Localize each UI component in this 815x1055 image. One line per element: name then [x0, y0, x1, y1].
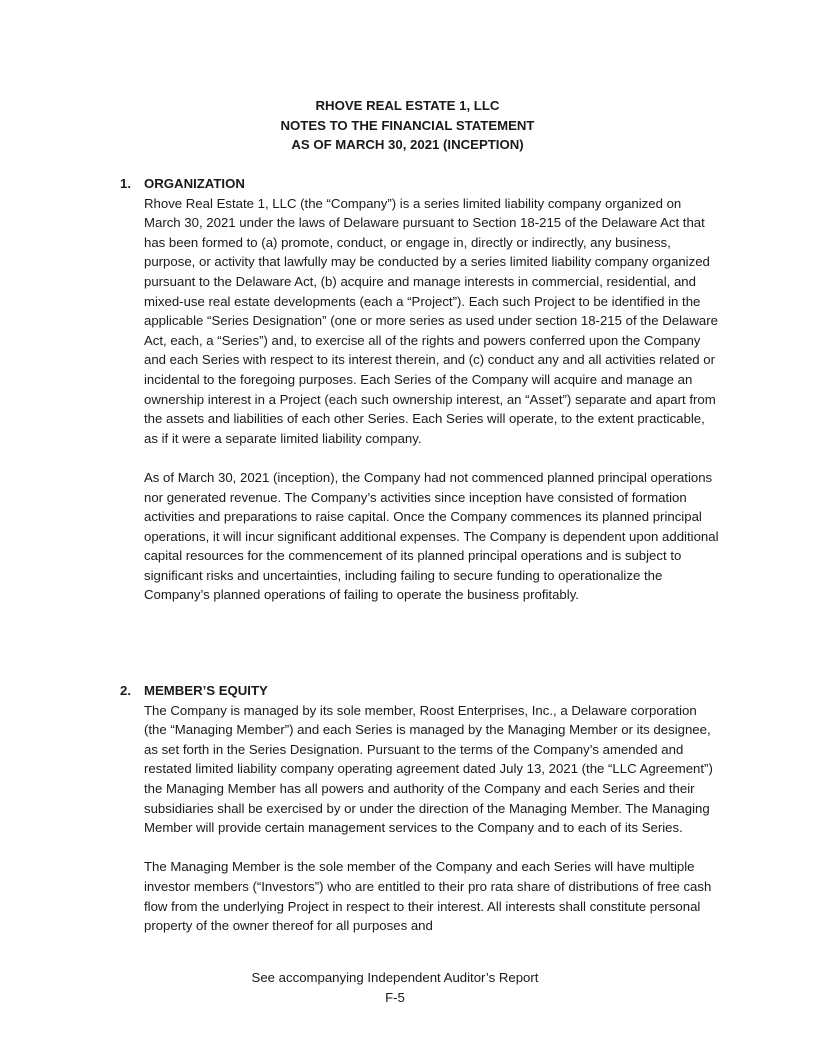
page-footer: [0, 968, 790, 1007]
company-name: RHOVE REAL ESTATE 1, LLC: [315, 98, 500, 113]
section-heading: [120, 174, 720, 194]
statement-date: AS OF MARCH 30, 2021 (INCEPTION): [291, 137, 524, 152]
section-organization: [120, 174, 720, 605]
section-title: ORGANIZATION: [144, 176, 245, 191]
section-number: 2.: [120, 683, 131, 698]
paragraph: The Managing Member is the sole member of the Company and each Series will have multiple investor members (“Investors”) who are entitled to their pro rata share of distributions of free cash flow from the underlying Project in respect to their interest. All interests shall constitute personal property of the owner thereof for all purposes and: [144, 859, 712, 934]
section-number: 1.: [120, 176, 131, 191]
section-members-equity: [120, 681, 720, 936]
section-heading: [120, 681, 720, 701]
paragraph: As of March 30, 2021 (inception), the Company had not commenced planned principal operations nor generated revenue. The Company’s activities since inception have consisted of formation activities and preparations to raise capital. Once the Company commences its planned principal operations, it will incur significant additional expenses. The Company is dependent upon additional capital resources for the commencement of its planned principal operations and is subject to significant risks and uncertainties, including failing to secure funding to operationalize the Company’s planned operations of failing to operate the business profitably.: [144, 469, 719, 603]
paragraph: The Company is managed by its sole member, Roost Enterprises, Inc., a Delaware corporation (the “Managing Member”) and each Series is managed by the Managing Member or its designee, as set forth in the Series Designation. Pursuant to the terms of the Company’s amended and restated limited liability company operating agreement dated July 13, 2021 (the “LLC Agreement”) the Managing Member has all powers and authority of the Company and each Series and their subsidiaries shall be exercised by or under the direction of the Managing Member. The Managing Member will provide certain management services to the Company and to each of its Series.: [144, 702, 713, 836]
page-number: F-5: [385, 989, 405, 1005]
paragraph: Rhove Real Estate 1, LLC (the “Company”) is a series limited liability company organized on March 30, 2021 under the laws of Delaware pursuant to Section 18-215 of the Delaware Act that has been formed to (a) promote, conduct, or engage in, directly or indirectly, any business, purpose, or activity that lawfully may be conducted by a series limited liability company organized pursuant to the Delaware Act, (b) acquire and manage interests in commercial, residential, and mixed-use real estate developments (each a “Project”). Each such Project to be identified in the applicable “Series Designation” (one or more series as used under section 18-215 of the Delaware Act, each, a “Series”) and, to exercise all of the rights and powers conferred upon the Company and each Series with respect to its interest therein, and (c) conduct any and all activities related or incidental to the foregoing purposes. Each Series of the Company will acquire and manage an ownership interest in a Project (each such ownership interest, an “Asset”) separate and apart from the assets and liabilities of each other Series. Each Series will operate, to the extent practicable, as if it were a separate limited liability company.: [144, 195, 718, 446]
statement-title: NOTES TO THE FINANCIAL STATEMENT: [280, 117, 535, 133]
auditor-report-note: See accompanying Independent Auditor’s Report: [251, 970, 539, 985]
document-header: [0, 96, 815, 155]
section-title: MEMBER’S EQUITY: [144, 683, 268, 698]
